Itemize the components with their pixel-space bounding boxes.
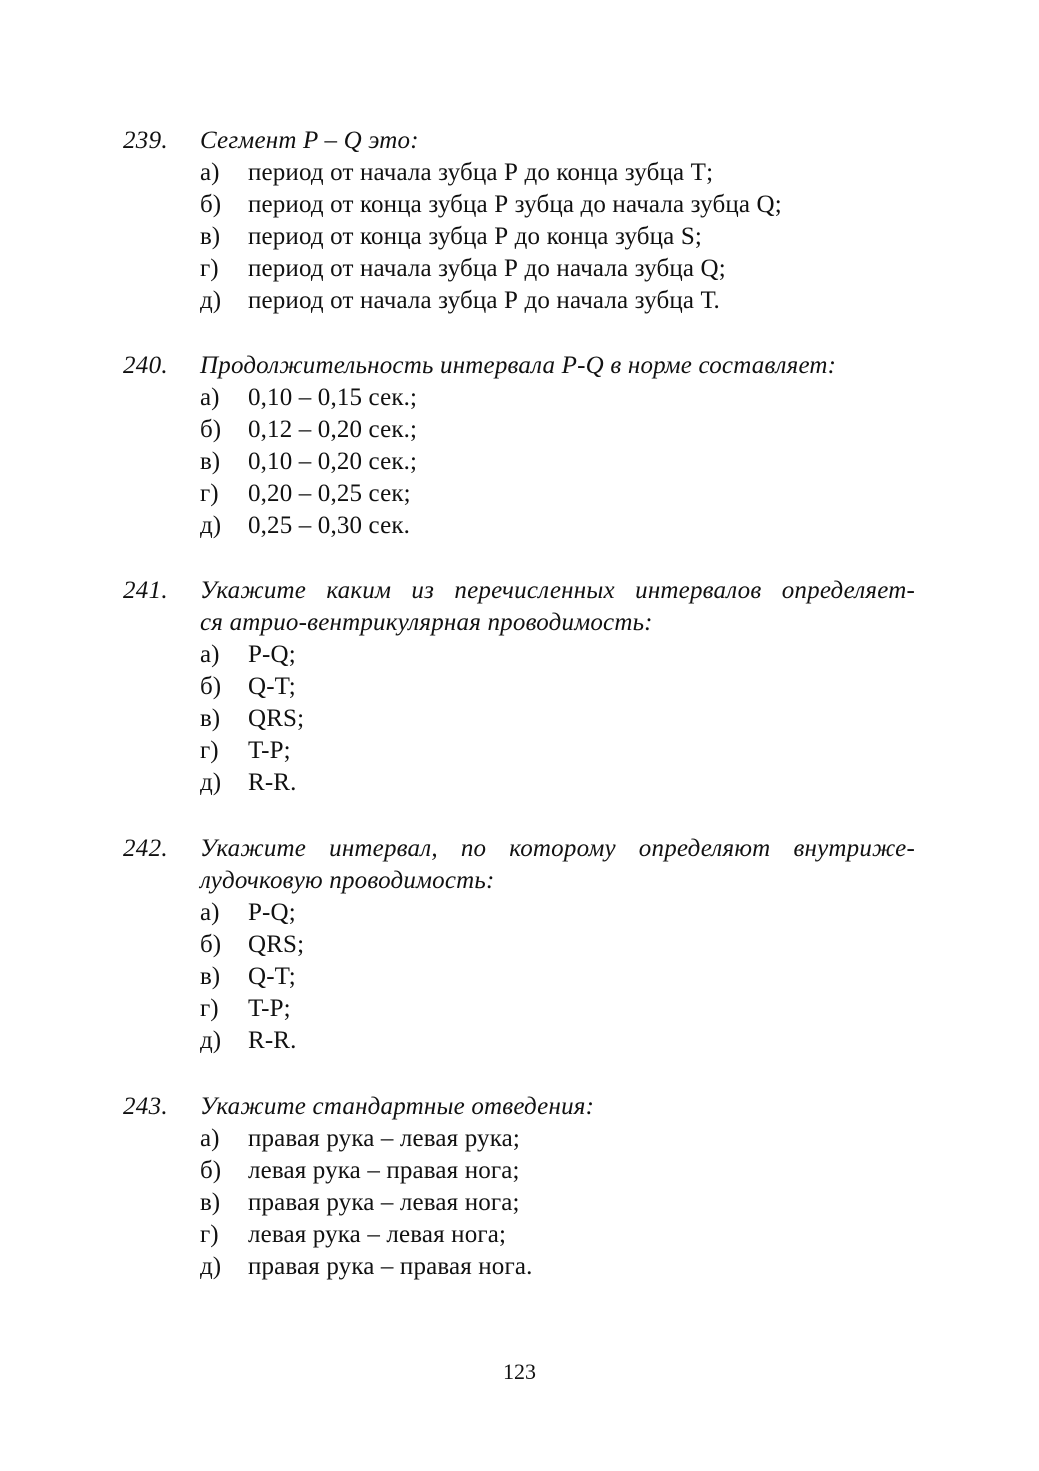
answer-letter: б) [200, 1157, 222, 1184]
question-header [0, 833, 1039, 897]
question-text: Сегмент P – Q это: [200, 127, 419, 154]
answer-text: T-P; [248, 995, 291, 1022]
answer-list [0, 157, 1039, 317]
answer-letter: в) [200, 963, 221, 990]
answer-option [0, 478, 1039, 510]
question-header [0, 1091, 1039, 1123]
answer-option [0, 221, 1039, 253]
answer-list [0, 897, 1039, 1057]
answer-letter: д) [200, 769, 222, 796]
question-number: 239. [123, 127, 168, 154]
question-240 [0, 350, 1039, 542]
answer-letter: г) [200, 1221, 219, 1248]
answer-text: R-R. [248, 1027, 297, 1054]
question-text-line-2: лудочковую проводимость: [200, 867, 495, 894]
answer-letter: б) [200, 191, 222, 218]
answer-letter: в) [200, 448, 221, 475]
answer-text: период от конца зубца Р до конца зубца S; [248, 223, 702, 250]
answer-text: период от начала зубца Р до начала зубца Q; [248, 255, 726, 282]
question-text-line-1: Укажите каким из перечисленных интервалов определяет- [200, 577, 915, 604]
answer-text: левая рука – правая нога; [248, 1157, 520, 1184]
answer-letter: г) [200, 995, 219, 1022]
answer-list [0, 1123, 1039, 1283]
answer-letter: д) [200, 287, 222, 314]
answer-text: R-R. [248, 769, 297, 796]
answer-text: P-Q; [248, 641, 296, 668]
answer-option [0, 1123, 1039, 1155]
answer-text: 0,25 – 0,30 сек. [248, 512, 411, 539]
answer-option [0, 157, 1039, 189]
answer-option [0, 671, 1039, 703]
question-header [0, 575, 1039, 639]
answer-text: правая рука – левая нога; [248, 1189, 520, 1216]
answer-text: 0,12 – 0,20 сек.; [248, 416, 418, 443]
answer-option [0, 703, 1039, 735]
answer-text: правая рука – правая нога. [248, 1253, 533, 1280]
question-number: 243. [123, 1093, 168, 1120]
question-text-line-1: Укажите интервал, по которому определяют внутриже- [200, 835, 915, 862]
answer-letter: г) [200, 255, 219, 282]
answer-letter: а) [200, 1125, 220, 1152]
answer-text: период от начала зубца Р до конца зубца Т; [248, 159, 714, 186]
answer-text: период от начала зубца Р до начала зубца Т. [248, 287, 720, 314]
answer-letter: в) [200, 223, 221, 250]
answer-text: 0,10 – 0,15 сек.; [248, 384, 418, 411]
answer-list [0, 382, 1039, 542]
answer-text: T-P; [248, 737, 291, 764]
answer-letter: а) [200, 159, 220, 186]
answer-option [0, 639, 1039, 671]
answer-option [0, 993, 1039, 1025]
question-header [0, 125, 1039, 157]
question-header [0, 350, 1039, 382]
answer-letter: д) [200, 1253, 222, 1280]
question-text-line-2: ся атрио-вентрикулярная проводимость: [200, 609, 653, 636]
answer-option [0, 414, 1039, 446]
answer-letter: а) [200, 384, 220, 411]
answer-letter: д) [200, 1027, 222, 1054]
answer-option [0, 1187, 1039, 1219]
answer-letter: а) [200, 899, 220, 926]
answer-letter: д) [200, 512, 222, 539]
answer-option [0, 735, 1039, 767]
answer-letter: а) [200, 641, 220, 668]
answer-text: P-Q; [248, 899, 296, 926]
answer-text: QRS; [248, 705, 305, 732]
answer-option [0, 961, 1039, 993]
question-text: Укажите стандартные отведения: [200, 1093, 595, 1120]
answer-option [0, 767, 1039, 799]
question-243 [0, 1091, 1039, 1283]
answer-option [0, 1155, 1039, 1187]
answer-option [0, 382, 1039, 414]
answer-text: Q-T; [248, 673, 296, 700]
answer-letter: в) [200, 1189, 221, 1216]
answer-list [0, 639, 1039, 799]
answer-text: левая рука – левая нога; [248, 1221, 507, 1248]
answer-letter: б) [200, 416, 222, 443]
answer-text: Q-T; [248, 963, 296, 990]
question-number: 241. [123, 577, 168, 604]
answer-option [0, 1219, 1039, 1251]
answer-option [0, 1025, 1039, 1057]
question-text: Продолжительность интервала P-Q в норме составляет: [200, 352, 837, 379]
page-number: 123 [503, 1359, 536, 1384]
answer-option [0, 510, 1039, 542]
answer-text: период от конца зубца Р зубца до начала зубца Q; [248, 191, 782, 218]
answer-option [0, 1251, 1039, 1283]
answer-letter: г) [200, 480, 219, 507]
answer-letter: г) [200, 737, 219, 764]
answer-option [0, 189, 1039, 221]
question-number: 240. [123, 352, 168, 379]
answer-option [0, 285, 1039, 317]
answer-text: правая рука – левая рука; [248, 1125, 520, 1152]
answer-text: 0,10 – 0,20 сек.; [248, 448, 418, 475]
answer-option [0, 253, 1039, 285]
question-239 [0, 125, 1039, 317]
answer-option [0, 446, 1039, 478]
question-242 [0, 833, 1039, 1057]
answer-letter: б) [200, 931, 222, 958]
answer-letter: в) [200, 705, 221, 732]
answer-text: 0,20 – 0,25 сек; [248, 480, 411, 507]
answer-text: QRS; [248, 931, 305, 958]
answer-option [0, 897, 1039, 929]
question-number: 242. [123, 835, 168, 862]
question-241 [0, 575, 1039, 799]
answer-option [0, 929, 1039, 961]
answer-letter: б) [200, 673, 222, 700]
